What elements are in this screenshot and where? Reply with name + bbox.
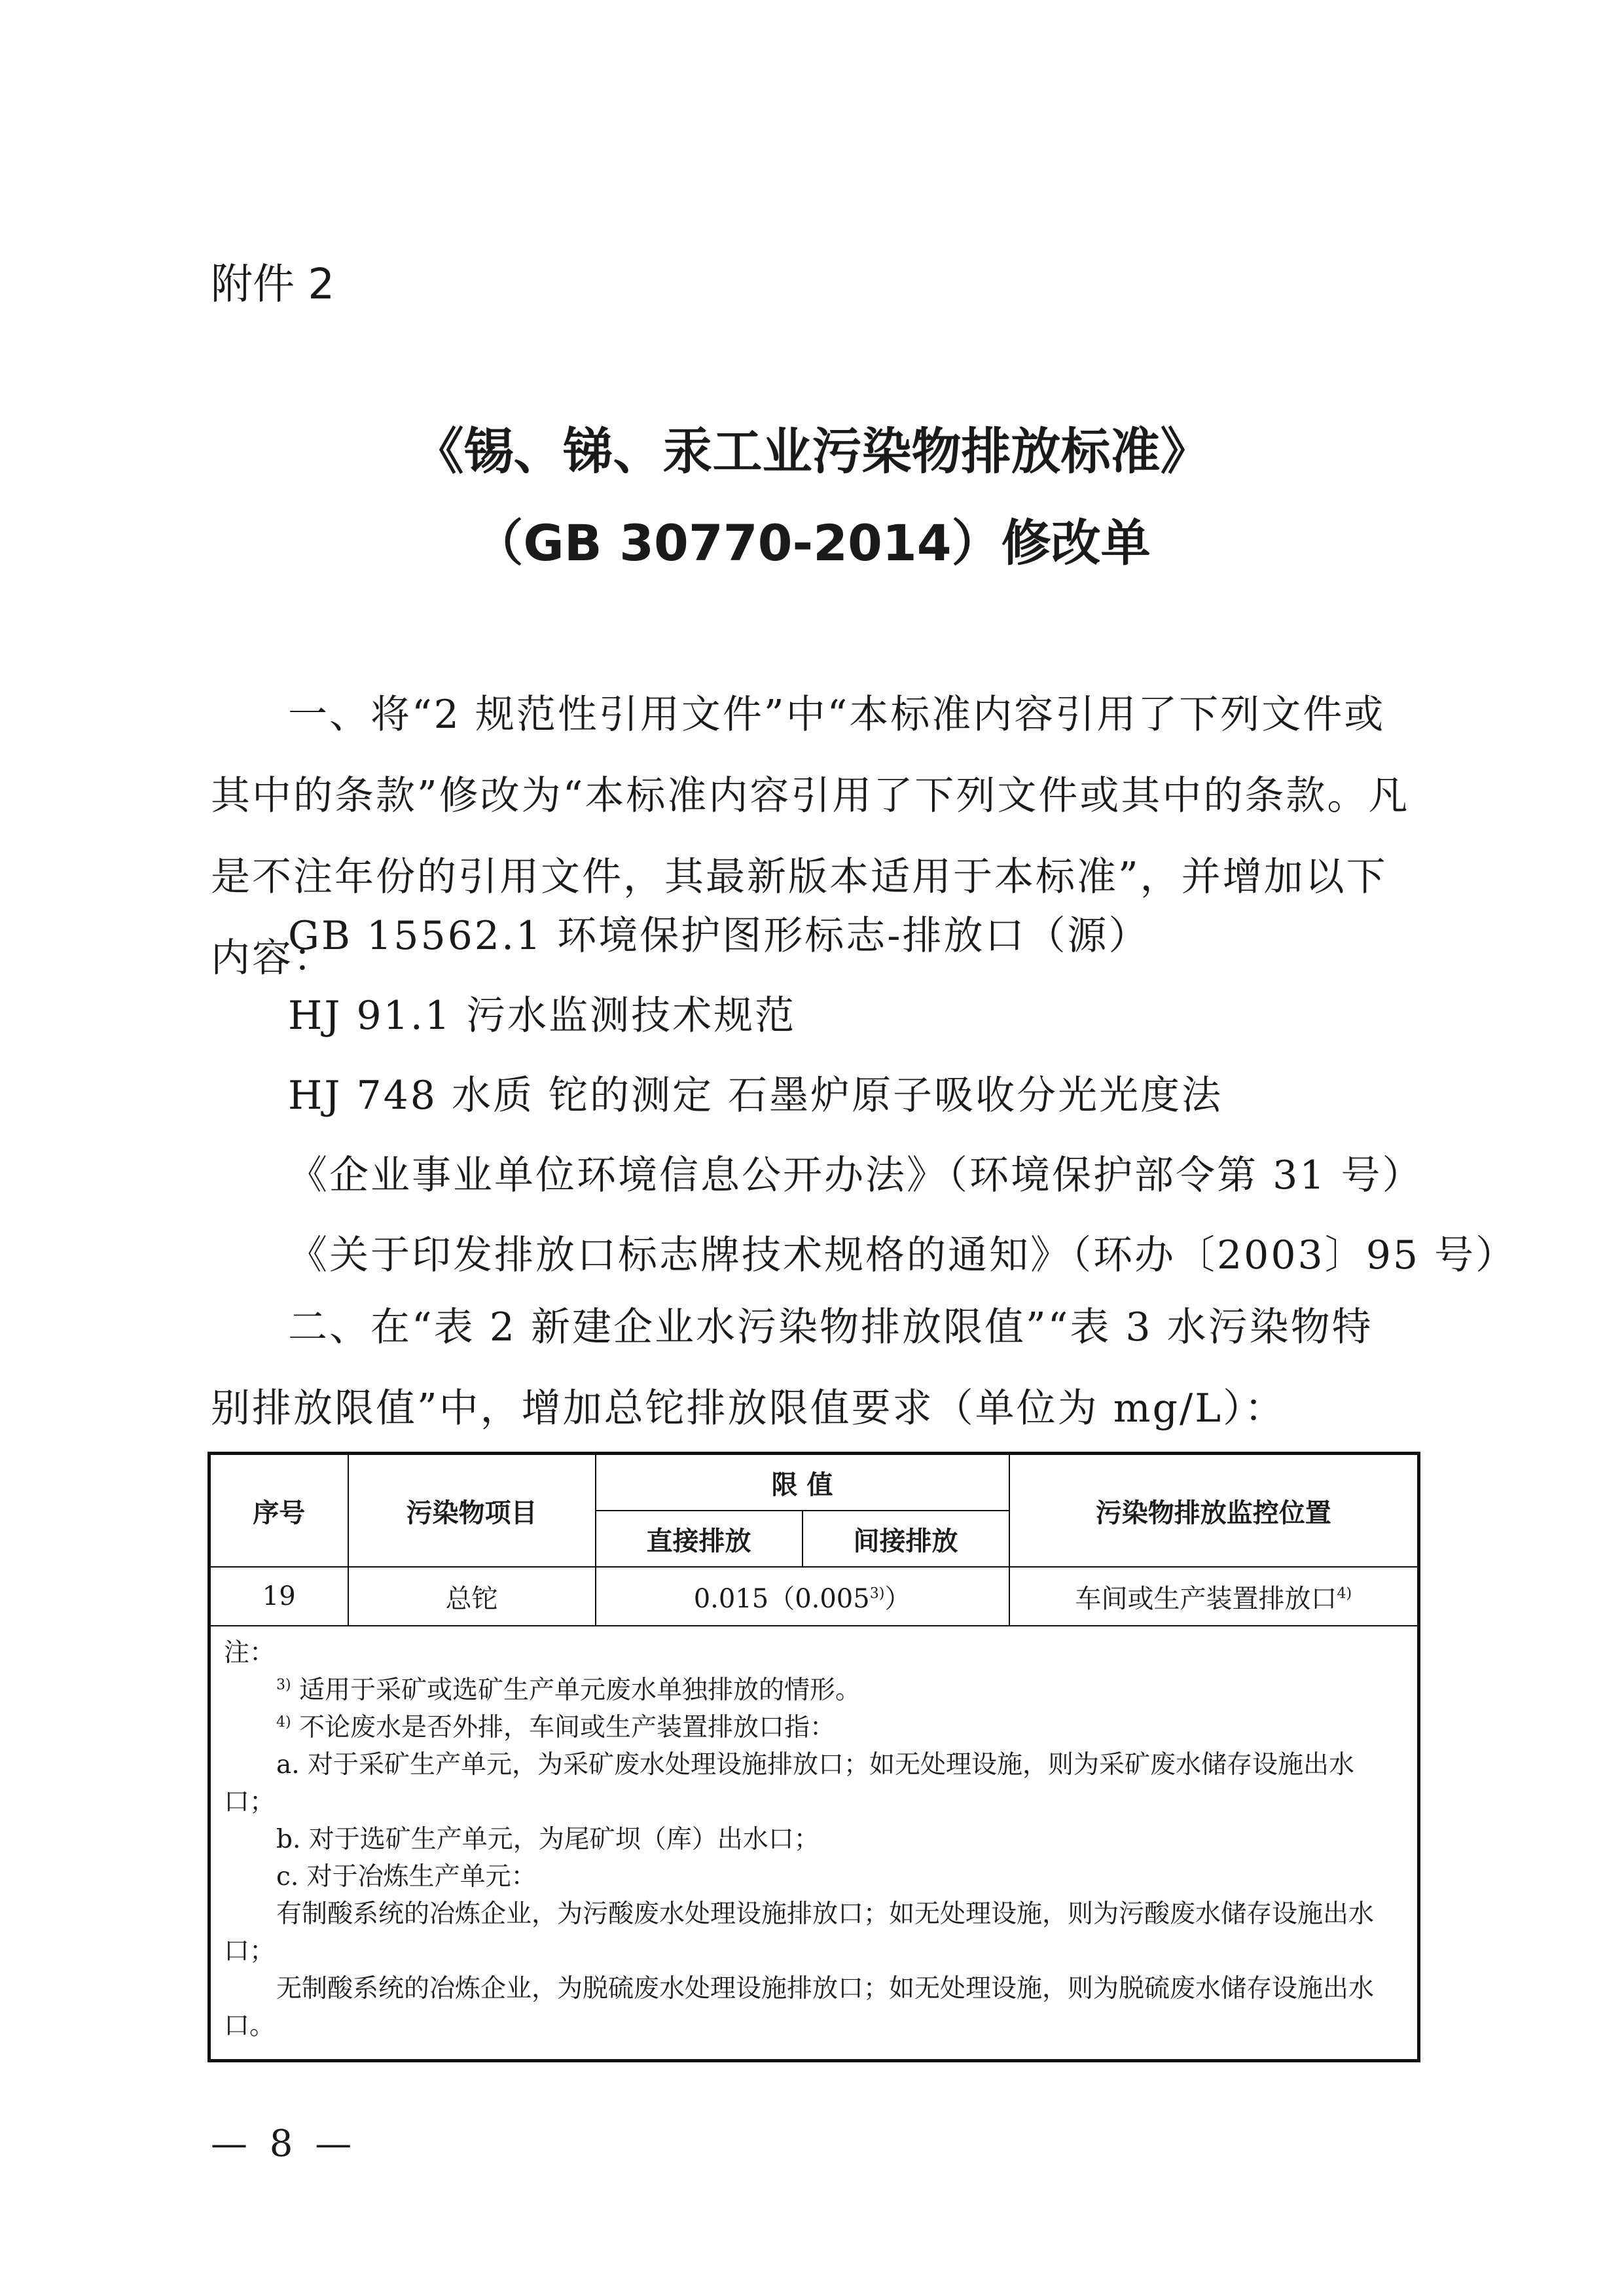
reference-line: HJ 748 水质 铊的测定 石墨炉原子吸收分光光度法 (288, 1073, 1223, 1119)
limit-value-text: 0.015（0.005 (693, 1583, 870, 1614)
header-direct-discharge: 直接排放 (596, 1511, 803, 1567)
limit-value-close: ） (884, 1583, 911, 1614)
reference-line: 《关于印发排放口标志牌技术规格的通知》（环办〔2003〕95 号） (288, 1232, 1517, 1278)
reference-line: HJ 91.1 污水监测技术规范 (288, 993, 797, 1039)
cell-pollutant: 总铊 (348, 1567, 596, 1626)
note-4-text: 不论废水是否外排，车间或生产装置排放口指： (299, 1713, 836, 1742)
header-pollutant: 污染物项目 (348, 1454, 596, 1568)
cell-limit-value (596, 1567, 1009, 1626)
item-2-paragraph: 二、在“表 2 新建企业水污染物排放限值”“表 3 水污染物特别排放限值”中，增加总铊排放限值要求（单位为 mg/L）： (211, 1304, 1373, 1431)
header-monitoring-location: 污染物排放监控位置 (1009, 1454, 1419, 1568)
document-subtitle: （GB 30770-2014）修改单 (473, 514, 1151, 572)
header-limit: 限 值 (596, 1454, 1009, 1511)
reference-line: GB 15562.1 环境保护图形标志-排放口（源） (288, 913, 1150, 959)
note-4-mark: 4) (276, 1714, 291, 1731)
notes-cell (209, 1626, 1419, 2061)
notes-row (209, 1626, 1419, 2061)
note-4-c: c. 对于冶炼生产单元： (276, 1862, 537, 1892)
location-text: 车间或生产装置排放口 (1075, 1583, 1337, 1614)
annex-label: 附件 2 (211, 260, 335, 309)
note-3-mark: 3) (276, 1677, 291, 1693)
cell-monitoring-location (1009, 1567, 1419, 1626)
header-seq: 序号 (209, 1454, 348, 1568)
note-4-c1: 有制酸系统的冶炼企业，为污酸废水处理设施排放口；如无处理设施，则为污酸废水储存设施出水口； (224, 1899, 1375, 1966)
note-4-ref: 4) (1337, 1585, 1352, 1602)
document-title: 《锡、锑、汞工业污染物排放标准》 (414, 422, 1210, 480)
reference-line: 《企业事业单位环境信息公开办法》（环境保护部令第 31 号） (288, 1153, 1424, 1198)
note-4-c2: 无制酸系统的冶炼企业，为脱硫废水处理设施排放口；如无处理设施，则为脱硫废水储存设施出水口。 (224, 1974, 1375, 2041)
page-number: — 8 — (211, 2123, 357, 2165)
item-1-paragraph: 一、将“2 规范性引用文件”中“本标准内容引用了下列文件或其中的条款”修改为“本标准内容引用了下列文件或其中的条款。凡是不注年份的引用文件，其最新版本适用于本标准”，并增加以下内容： (211, 692, 1410, 981)
note-3-ref: 3) (869, 1585, 885, 1602)
note-4-a: a. 对于采矿生产单元，为采矿废水处理设施排放口；如无处理设施，则为采矿废水储存设施出水口； (224, 1750, 1355, 1817)
table-row (209, 1567, 1419, 1626)
note-3-text: 适用于采矿或选矿生产单元废水单独排放的情形。 (299, 1676, 861, 1705)
note-4-b: b. 对于选矿生产单元，为尾矿坝（库）出水口； (276, 1825, 820, 1854)
note-4 (224, 1709, 1404, 1746)
header-indirect-discharge: 间接排放 (803, 1511, 1009, 1567)
notes-label: 注： (224, 1638, 276, 1668)
cell-seq: 19 (209, 1567, 348, 1626)
note-3 (224, 1672, 1404, 1709)
emission-limits-table (208, 1452, 1420, 2062)
